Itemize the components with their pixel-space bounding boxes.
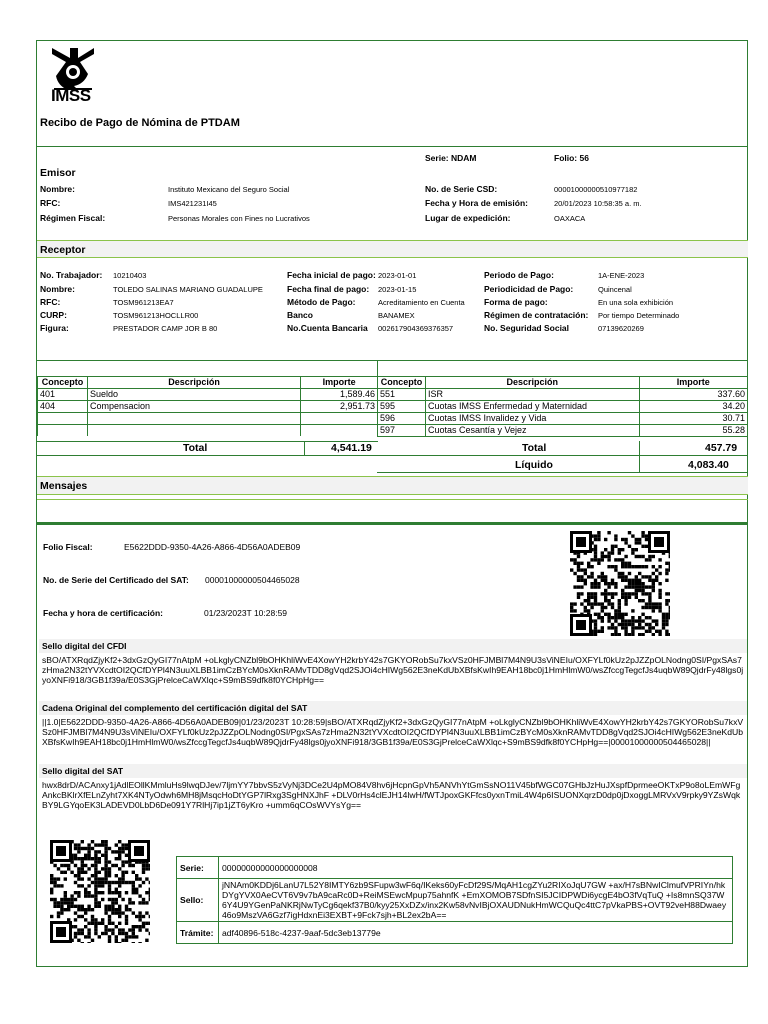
folio-label: Folio: 56 <box>554 153 589 163</box>
emisor-value: IMS421231I45 <box>168 199 217 208</box>
emisor-label: Nombre: <box>40 184 75 194</box>
receptor-label: Banco <box>287 310 313 320</box>
serie-label: Serie: NDAM <box>425 153 477 163</box>
col-header: Descripción <box>425 377 639 389</box>
receptor-label: Fecha inicial de pago: <box>287 270 376 280</box>
emisor-value: 00001000000510977182 <box>554 185 638 194</box>
cadena-title: Cadena Original del complemento del certificación digital del SAT <box>42 703 308 713</box>
receipt-frame <box>36 40 748 523</box>
descripcion-cell: ISR <box>425 389 639 401</box>
sello-cfdi-title: Sello digital del CFDI <box>42 641 127 651</box>
cadena-text: ||1.0|E5622DDD-9350-4A26-A866-4D56A0ADEB09|01/23/2023T 10:28:59|sBO/ATXRqdZjyKf2+3dxGzQyGI77nAtpM +oLkglyCNZbl9bOHKhliWvE4XowYH2krbY42s7GKYORobSu7kxVSz0HFJMBl7M4N9U3sViNEIu/OXFYLf0kUz2pJZZpOLNodng0SI/PgxSAs7zHma2N32tYVXcdtOI2QCfDYPl4N3uuXLBB1imCzBYcM0sXknRAMvTDD8gVqd2SJOi4cHIWg562E3neKdUbXBfsKwIh9EAH18bc0j1HmHlmW0/wsZfccgTegcfJs4uqbW89QjdrFy48lgs0jyoXNFi918/3GB1f39a/E0S3GjPrelceCaWXlqc+S9mBS9dfk8f0YCHpHg==|00001000000504465028|| <box>42 717 744 747</box>
receptor-label: Nombre: <box>40 284 75 294</box>
deducciones-total-value: 457.79 <box>705 442 738 454</box>
percepciones-total-label: Total <box>183 442 208 454</box>
liquido-label: Líquido <box>515 459 553 471</box>
concepto-cell: 596 <box>378 413 426 425</box>
receptor-value: 002617904369376357 <box>378 324 454 333</box>
receptor-value: BANAMEX <box>378 311 415 320</box>
receptor-value: En una sola exhibición <box>598 298 674 307</box>
liquido-value: 4,083.40 <box>688 459 729 471</box>
qr-code-icon <box>570 531 670 636</box>
cert-label: No. de Serie del Certificado del SAT: <box>43 575 189 585</box>
sello-seal-label: Sello: <box>177 879 219 922</box>
col-header: Importe <box>639 377 747 389</box>
importe-cell: 30.71 <box>639 413 747 425</box>
receptor-value: 07139620269 <box>598 324 644 333</box>
emisor-value: 20/01/2023 10:58:35 a. m. <box>554 199 642 208</box>
col-header: Importe <box>301 377 378 389</box>
receptor-label: Régimen de contratación: <box>484 310 589 320</box>
receptor-value: 2023-01-01 <box>378 271 417 280</box>
receptor-label: Forma de pago: <box>484 297 548 307</box>
emisor-label: No. de Serie CSD: <box>425 184 498 194</box>
emisor-label: Régimen Fiscal: <box>40 213 106 223</box>
importe-cell: 337.60 <box>639 389 747 401</box>
col-header: Concepto <box>38 377 88 389</box>
receptor-value: 10210403 <box>113 271 147 280</box>
receptor-label: No. Trabajador: <box>40 270 103 280</box>
emisor-label: Lugar de expedición: <box>425 213 511 223</box>
descripcion-cell: Cuotas Cesantía y Vejez <box>425 425 639 437</box>
concepto-cell: 595 <box>378 401 426 413</box>
descripcion-cell: Cuotas IMSS Enfermedad y Maternidad <box>425 401 639 413</box>
seal-row <box>177 857 733 879</box>
table-row <box>378 425 748 437</box>
receptor-value: Por tiempo Determinado <box>598 311 680 320</box>
sello-cfdi-text: sBO/ATXRqdZjyKf2+3dxGzQyGI77nAtpM +oLkglyCNZbl9bOHKhliWvE4XowYH2krbY42s7GKYORobSu7kxVSz0HFJMBl7M4N9U3sViNEIu/OXFYLf0kUz2pJZZpOLNodng0SI/PgxSAs7zHma2N32tYVXcdtOI2QCfDYPl4N3uuXLBB1imCzBYcM0sXknRAMvTDD8gVqd2SJOi4cHIWg562E3neKdUbXBfsKwIh9EAH18bc0j1HmHlmW0/wsZfccgTegcfJs4uqbW89QjdrFy48lgs0jyoXNFi918/3GB1f39a/E0S3GjPrelceCaWXlqc+S9mBS9dfk8f0YCHpHg== <box>42 655 744 685</box>
receptor-label: RFC: <box>40 297 61 307</box>
receptor-label: Método de Pago: <box>287 297 356 307</box>
emisor-value: Personas Morales con Fines no Lucrativos <box>168 214 310 223</box>
sello-seal-value: jNNAm0KDDj6LanU7L52Y8IMTY6zb9SFupw3wF6q/IKeks60yFcDf29S/MqAH1cgZYu2RIXoJqU7GW +ax/H7sBNwIClmufVPRIYn/hkDYgYVX0AeCVT6V9v7bA9caRc0D+ReiMSEwcMpup75ahnfK +EmXOMOB7SDfnSI5JCIDPWDi6ycgE4bO3fVqTuQ +Is8mnSQ37W6Y4U9YGenPaNKRjNwTyCg6qekf37B0/kyy25XxDZx/inx2Kw58vNvIBjOXAUDNukHmWCQuQc4ttC7pVkaPBS+OVT92veH88Dwaey46o9MszVA6Gzf7igHdxnEi3EXBT+9Fck7sjh+BL2ex2bA== <box>219 879 733 922</box>
qr-code-icon <box>50 840 150 943</box>
receptor-value: 1A-ENE-2023 <box>598 271 645 280</box>
descripcion-cell: Cuotas IMSS Invalidez y Vida <box>425 413 639 425</box>
emisor-value: Instituto Mexicano del Seguro Social <box>168 185 290 194</box>
sello-sat-title: Sello digital del SAT <box>42 766 124 776</box>
receptor-section-title: Receptor <box>40 244 86 256</box>
importe-cell: 2,951.73 <box>301 401 378 413</box>
col-header: Descripción <box>87 377 300 389</box>
concepto-cell: 404 <box>38 401 88 413</box>
fecha-cert-label: Fecha y hora de certificación: <box>43 608 163 618</box>
importe-cell: 1,589.46 <box>301 389 378 401</box>
emisor-label: Fecha y Hora de emisión: <box>425 198 528 208</box>
table-row <box>378 413 748 425</box>
descripcion-cell: Sueldo <box>87 389 300 401</box>
importe-cell: 34.20 <box>639 401 747 413</box>
table-row <box>378 401 748 413</box>
mensajes-section-title: Mensajes <box>40 480 88 492</box>
importe-cell: 55.28 <box>639 425 747 437</box>
concepto-cell: 401 <box>38 389 88 401</box>
tramite-seal-label: Trámite: <box>177 922 219 944</box>
receptor-value: Quincenal <box>598 285 632 294</box>
table-row <box>378 389 748 401</box>
receptor-value: Acreditamiento en Cuenta <box>378 298 465 307</box>
receptor-value: TOSM961213HOCLLR00 <box>113 311 199 320</box>
receptor-label: No. Seguridad Social <box>484 323 570 333</box>
deducciones-table <box>377 376 748 437</box>
seal-table <box>176 856 733 944</box>
imss-logo <box>48 46 98 104</box>
sello-sat-text: hwx8drD/ACAnxy1jAdlEOllKMmluHs9lwqDJev/7ljmYY7bbvS5zVyNj3DCe2U4pMO84V8hv6jHcpnGpVh5ANVhYtGmSsNO11V45bfWGC07GHbJzHuJXspfDprmeeOKTxP9o8oLEmWFgAnkcBKlrXfELnZyht7XK4NTyOdwh6MH8jMsqcHoDtYGP7lRxg3SgHNXJhF +DLV0rHs4clEJH14lwH/fWTJpoxGKFfcs0yxnTmiL4W4p6ISUONXqrzD0dp0jDxoggLMRVxV9rpky9YZsWqkBY9LGYqoEK3LADEVD0LbD6De091Y7RlHj7ip1jZT6yKro +umm6qCOsWVYsYg== <box>42 780 741 810</box>
receptor-value: 2023-01-15 <box>378 285 417 294</box>
receptor-value: TOSM961213EA7 <box>113 298 174 307</box>
table-row <box>38 401 378 413</box>
emisor-value: OAXACA <box>554 214 586 223</box>
receptor-value: TOLEDO SALINAS MARIANO GUADALUPE <box>113 285 263 294</box>
concepto-cell: 551 <box>378 389 426 401</box>
percepciones-total-value: 4,541.19 <box>331 442 372 454</box>
folio-fiscal-value: E5622DDD-9350-4A26-A866-4D56A0ADEB09 <box>124 542 301 552</box>
logo-text: IMSS <box>51 86 91 105</box>
emisor-label: RFC: <box>40 198 61 208</box>
fecha-cert-value: 01/23/2023T 10:28:59 <box>204 608 288 618</box>
serie-seal-label: Serie: <box>177 857 219 879</box>
col-header: Concepto <box>378 377 426 389</box>
concepto-cell: 597 <box>378 425 426 437</box>
seal-row <box>177 922 733 944</box>
seal-row <box>177 879 733 922</box>
serie-seal-value: 00000000000000000008 <box>219 857 733 879</box>
receptor-label: Periodicidad de Pago: <box>484 284 574 294</box>
receptor-value: PRESTADOR CAMP JOR B 80 <box>113 324 218 333</box>
percepciones-table <box>37 376 378 436</box>
emisor-section-title: Emisor <box>40 167 76 179</box>
receptor-label: Fecha final de pago: <box>287 284 370 294</box>
receptor-label: Figura: <box>40 323 69 333</box>
document-title: Recibo de Pago de Nómina de PTDAM <box>40 117 240 129</box>
folio-fiscal-label: Folio Fiscal: <box>43 542 93 552</box>
table-row <box>38 389 378 401</box>
deducciones-total-label: Total <box>522 442 547 454</box>
descripcion-cell: Compensacion <box>87 401 300 413</box>
receptor-label: Periodo de Pago: <box>484 270 554 280</box>
receptor-label: No.Cuenta Bancaria <box>287 323 368 333</box>
tramite-seal-value: adf40896-518c-4237-9aaf-5dc3eb13779e <box>219 922 733 944</box>
cert-value: 00001000000504465028 <box>205 575 300 585</box>
receptor-label: CURP: <box>40 310 67 320</box>
